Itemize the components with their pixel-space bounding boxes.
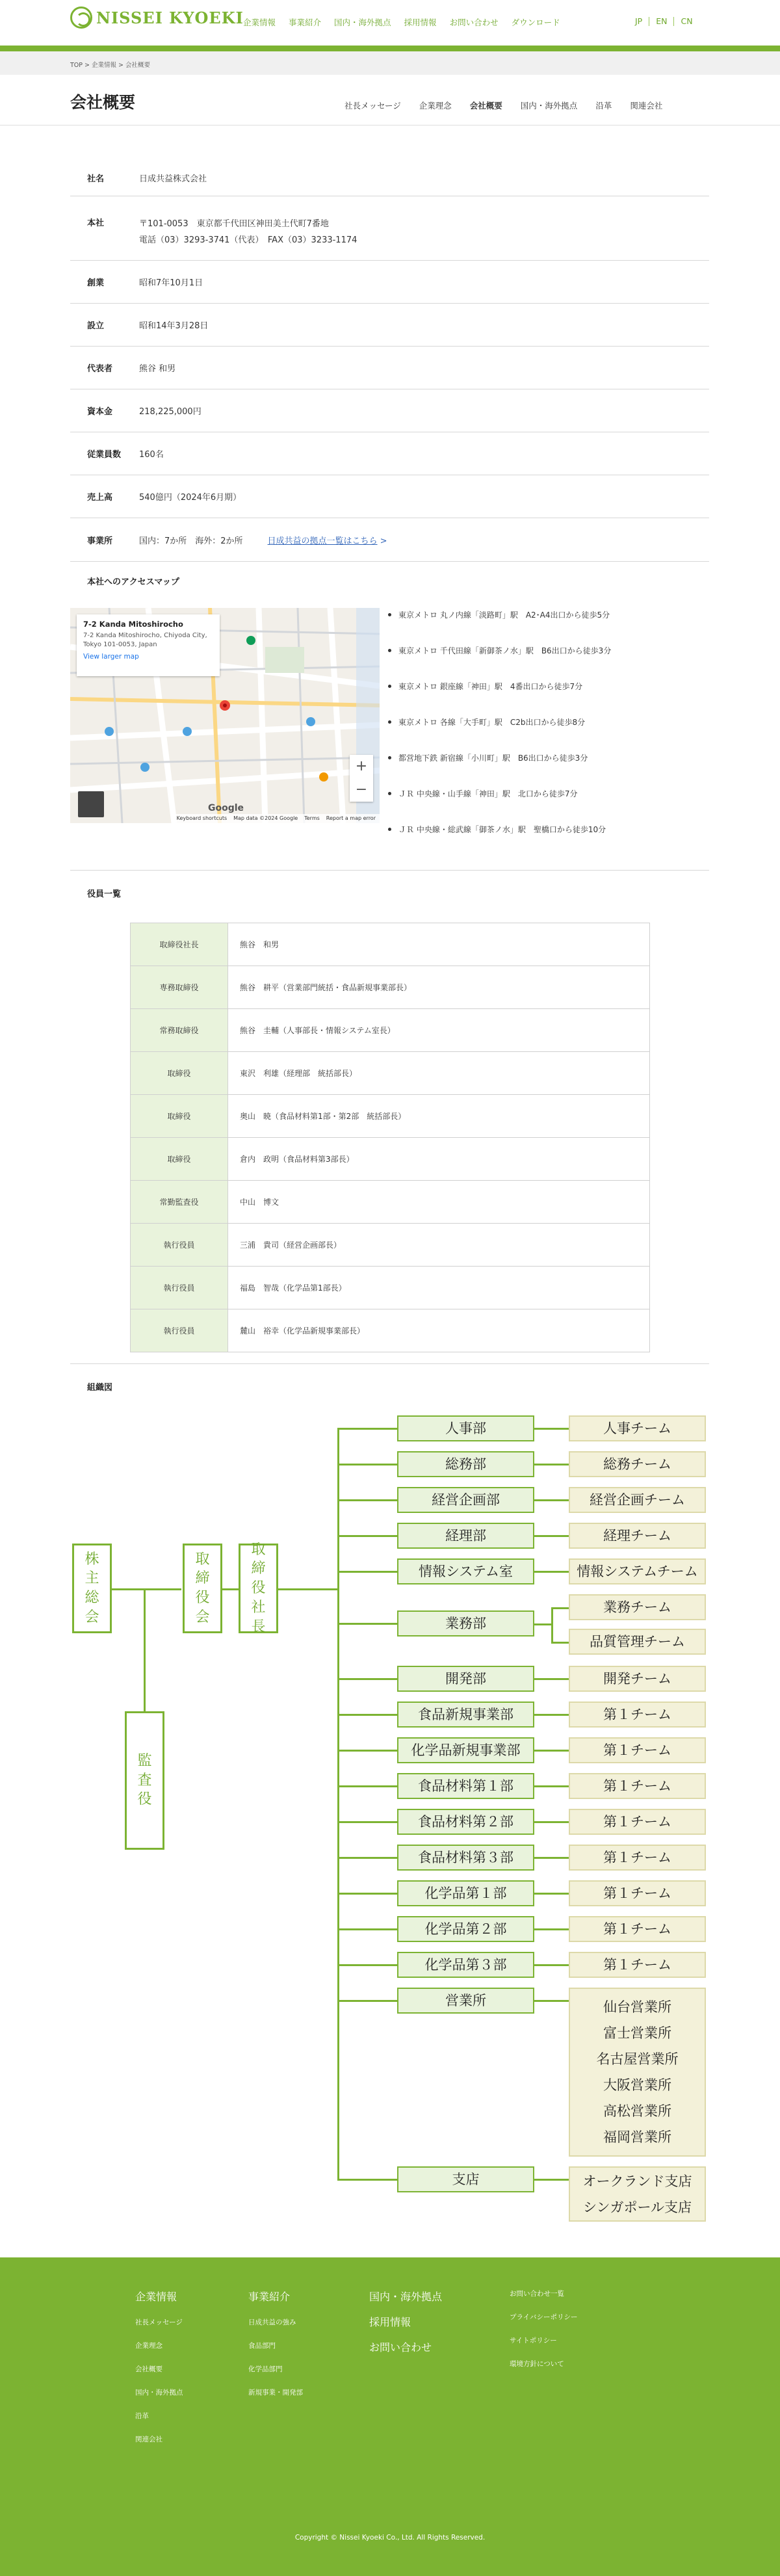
org-box-shareholders[interactable]: 株主総会 bbox=[72, 1544, 112, 1633]
org-connector bbox=[534, 2000, 569, 2002]
org-connector bbox=[534, 1428, 569, 1430]
exec-name: 東沢 利雄（経理部 統括部長） bbox=[228, 1052, 650, 1095]
footer-link[interactable]: 関連会社 bbox=[135, 2436, 162, 2443]
table-row bbox=[131, 923, 650, 966]
org-connector bbox=[534, 1678, 569, 1680]
divider bbox=[70, 870, 709, 871]
org-team[interactable]: 業務チーム bbox=[569, 1594, 706, 1620]
copyright: Copyright © Nissei Kyoeki Co., Ltd. All Rights Reserved. bbox=[294, 2534, 486, 2542]
sales-office: 大阪営業所 bbox=[603, 2077, 671, 2093]
org-department[interactable]: 食品材料第１部 bbox=[397, 1773, 534, 1799]
zoom-out-button[interactable]: − bbox=[355, 782, 368, 798]
exec-name: 倉内 政明（食品材料第3部長） bbox=[228, 1138, 650, 1181]
map-info-card bbox=[77, 614, 220, 676]
table-row bbox=[131, 1181, 650, 1224]
footer-link[interactable]: 社長メッセージ bbox=[135, 2319, 183, 2326]
table-row bbox=[70, 196, 709, 261]
table-row bbox=[70, 347, 709, 389]
row-label: 事業所 bbox=[87, 536, 113, 546]
footer-link[interactable]: お問い合わせ一覧 bbox=[510, 2290, 564, 2298]
map-report-link[interactable]: Report a map error bbox=[326, 815, 376, 821]
lang-cn[interactable]: CN bbox=[681, 16, 693, 26]
org-connector bbox=[337, 1535, 397, 1537]
org-connector bbox=[337, 2179, 397, 2181]
exec-position: 専務取締役 bbox=[131, 966, 228, 1009]
row-value: 218,225,000円 bbox=[139, 407, 202, 417]
org-department[interactable]: 総務部 bbox=[397, 1451, 534, 1477]
org-department[interactable]: 食品材料第３部 bbox=[397, 1845, 534, 1871]
org-team[interactable]: 開発チーム bbox=[569, 1666, 706, 1692]
list-item: 東京メトロ 各線「大手町」駅 C2b出口から徒歩8分 bbox=[387, 716, 712, 752]
exec-position: 執行役員 bbox=[131, 1309, 228, 1352]
table-row bbox=[131, 1224, 650, 1267]
org-team[interactable]: 品質管理チーム bbox=[569, 1629, 706, 1655]
row-label: 社名 bbox=[87, 174, 105, 184]
exec-position: 取締役 bbox=[131, 1095, 228, 1138]
footer-heading[interactable]: 採用情報 bbox=[369, 2316, 411, 2328]
org-department[interactable]: 化学品第２部 bbox=[397, 1916, 534, 1942]
subnav-affiliates[interactable]: 関連会社 bbox=[630, 101, 663, 111]
footer-link[interactable]: 沿革 bbox=[135, 2412, 149, 2420]
footer-link[interactable]: 食品部門 bbox=[248, 2342, 276, 2350]
org-connector bbox=[337, 1623, 397, 1625]
org-connector bbox=[534, 1821, 569, 1823]
row-label: 代表者 bbox=[87, 364, 113, 374]
row-label: 従業員数 bbox=[87, 450, 122, 460]
org-connector bbox=[337, 2000, 397, 2002]
footer-heading[interactable]: 事業紹介 bbox=[248, 2291, 291, 2303]
row-value: 昭和7年10月1日 bbox=[139, 278, 203, 288]
org-box-board[interactable]: 取締役会 bbox=[183, 1544, 222, 1633]
executives-heading: 役員一覧 bbox=[87, 889, 122, 899]
row-value: 160名 bbox=[139, 450, 164, 460]
exec-name: 麓山 裕幸（化学品新規事業部長） bbox=[228, 1309, 650, 1352]
org-connector bbox=[534, 2179, 569, 2181]
site-header bbox=[0, 0, 780, 46]
org-box-president[interactable]: 取締役社長 bbox=[239, 1544, 278, 1633]
breadcrumb-bar bbox=[0, 51, 780, 75]
zoom-in-button[interactable]: + bbox=[355, 758, 368, 774]
footer-col-misc bbox=[510, 2289, 577, 2382]
org-team[interactable]: 第１チーム bbox=[569, 1702, 706, 1728]
page-title: 会社概要 bbox=[70, 93, 136, 112]
executives-table bbox=[130, 923, 650, 1352]
map-terms-link[interactable]: Terms bbox=[304, 815, 320, 821]
branch: オークランド支店 bbox=[582, 2173, 692, 2189]
sales-office: 仙台営業所 bbox=[603, 1999, 671, 2015]
org-department[interactable]: 営業所 bbox=[397, 1988, 534, 2014]
org-connector bbox=[551, 1607, 553, 1643]
row-value: 昭和14年3月28日 bbox=[139, 321, 209, 331]
org-team[interactable]: 第１チーム bbox=[569, 1737, 706, 1763]
exec-name: 熊谷 圭輔（人事部長・情報システム室長） bbox=[228, 1009, 650, 1052]
sales-office: 名古屋営業所 bbox=[596, 2051, 679, 2067]
row-label: 創業 bbox=[87, 278, 105, 288]
org-department[interactable]: 業務部 bbox=[397, 1610, 534, 1636]
map-footer bbox=[173, 814, 380, 823]
org-connector bbox=[337, 1499, 397, 1501]
org-connector bbox=[337, 1964, 397, 1966]
org-connector bbox=[534, 1464, 569, 1465]
footer-link[interactable]: 環境方針について bbox=[510, 2360, 564, 2368]
table-row bbox=[131, 1052, 650, 1095]
org-team[interactable]: 第１チーム bbox=[569, 1809, 706, 1835]
exec-name: 福島 智哉（化学品第1部長） bbox=[228, 1267, 650, 1309]
org-connector bbox=[551, 1607, 569, 1609]
org-connector bbox=[337, 1893, 397, 1895]
org-connector bbox=[220, 1588, 239, 1590]
row-value bbox=[139, 216, 709, 248]
org-connector bbox=[337, 1464, 397, 1465]
org-connector bbox=[534, 1750, 569, 1752]
org-connector bbox=[337, 1678, 397, 1680]
row-label: 売上高 bbox=[87, 493, 113, 503]
nav-contact[interactable]: お問い合わせ bbox=[449, 18, 499, 27]
access-routes bbox=[387, 609, 712, 860]
footer-heading[interactable]: 国内・海外拠点 bbox=[369, 2291, 443, 2303]
org-department[interactable]: 食品新規事業部 bbox=[397, 1702, 534, 1728]
org-connector bbox=[337, 1821, 397, 1823]
map-data-credit: Map data ©2024 Google bbox=[233, 815, 298, 821]
nav-download[interactable]: ダウンロード bbox=[511, 18, 560, 27]
org-branches bbox=[569, 2166, 706, 2222]
table-row bbox=[70, 153, 709, 196]
org-department[interactable]: 開発部 bbox=[397, 1666, 534, 1692]
footer-link[interactable]: プライバシーポリシー bbox=[510, 2313, 578, 2321]
table-row bbox=[131, 1095, 650, 1138]
row-value: 540億円（2024年6月期） bbox=[139, 493, 242, 503]
org-team[interactable]: 第１チーム bbox=[569, 1952, 706, 1978]
org-connector bbox=[144, 1588, 146, 1712]
lang-divider bbox=[673, 17, 674, 26]
table-row bbox=[70, 304, 709, 347]
row-value bbox=[139, 534, 709, 546]
footer-link[interactable]: サイトポリシー bbox=[510, 2337, 557, 2345]
table-row bbox=[131, 966, 650, 1009]
footer-link[interactable]: 国内・海外拠点 bbox=[135, 2389, 183, 2397]
view-larger-map-link[interactable]: View larger map bbox=[83, 653, 139, 661]
org-connector bbox=[534, 1893, 569, 1895]
sales-office: 高松営業所 bbox=[603, 2103, 671, 2119]
exec-position: 執行役員 bbox=[131, 1224, 228, 1267]
exec-name: 三浦 貴司（経営企画部長） bbox=[228, 1224, 650, 1267]
org-department[interactable]: 支店 bbox=[397, 2166, 534, 2192]
subnav-history[interactable]: 沿革 bbox=[595, 101, 612, 111]
map-place-address: 7-2 Kanda Mitoshirocho, Chiyoda City, Tokyo 101-0053, Japan bbox=[83, 632, 207, 648]
divider bbox=[70, 1363, 709, 1364]
org-connector bbox=[534, 1928, 569, 1930]
map-keyboard-shortcuts[interactable]: Keyboard shortcuts bbox=[176, 815, 228, 821]
org-team[interactable]: 経理チーム bbox=[569, 1523, 706, 1549]
sales-office: 富士営業所 bbox=[603, 2025, 671, 2041]
list-item: ＪＲ 中央線・総武線「御茶ノ水」駅 聖橋口から徒歩10分 bbox=[387, 824, 712, 860]
breadcrumb[interactable]: TOP > 企業情報 > 会社概要 bbox=[70, 62, 151, 69]
org-connector bbox=[337, 1714, 397, 1716]
sales-office: 福岡営業所 bbox=[603, 2129, 671, 2145]
org-connector bbox=[278, 1588, 337, 1590]
site-footer bbox=[0, 2257, 780, 2576]
org-connector bbox=[337, 1571, 397, 1573]
org-chart-heading: 組織図 bbox=[87, 1383, 113, 1393]
org-connector bbox=[534, 1964, 569, 1966]
row-label: 設立 bbox=[87, 321, 105, 331]
footer-link[interactable]: 日成共益の強み bbox=[248, 2319, 296, 2326]
exec-position: 取締役 bbox=[131, 1052, 228, 1095]
org-connector bbox=[551, 1642, 569, 1644]
nav-locations[interactable]: 国内・海外拠点 bbox=[334, 18, 391, 27]
org-connector bbox=[534, 1535, 569, 1537]
footer-heading[interactable]: 企業情報 bbox=[135, 2291, 177, 2303]
org-team[interactable]: 第１チーム bbox=[569, 1880, 706, 1906]
org-connector bbox=[534, 1499, 569, 1501]
hq-address: 〒101-0053 東京都千代田区神田美土代町7番地 bbox=[139, 219, 329, 229]
org-connector bbox=[110, 1588, 181, 1590]
exec-name: 中山 博文 bbox=[228, 1181, 650, 1224]
global-nav bbox=[243, 16, 560, 28]
branch: シンガポール支店 bbox=[582, 2199, 692, 2215]
footer-col-company bbox=[135, 2289, 183, 2458]
org-department[interactable]: 経理部 bbox=[397, 1523, 534, 1549]
org-connector bbox=[534, 1714, 569, 1716]
table-row bbox=[70, 261, 709, 304]
table-row bbox=[70, 518, 709, 562]
nav-business[interactable]: 事業紹介 bbox=[289, 18, 322, 27]
table-row bbox=[131, 1009, 650, 1052]
org-department[interactable]: 化学品第３部 bbox=[397, 1952, 534, 1978]
org-connector bbox=[337, 1428, 397, 1430]
link-arrow-icon: > bbox=[380, 536, 387, 546]
list-item: 東京メトロ 丸ノ内線「淡路町」駅 A2･A4出口から徒歩5分 bbox=[387, 609, 712, 645]
org-team[interactable]: 第１チーム bbox=[569, 1916, 706, 1942]
org-connector bbox=[534, 1857, 569, 1859]
table-row bbox=[70, 432, 709, 475]
org-connector bbox=[534, 1623, 552, 1625]
logo-mark-icon bbox=[70, 7, 92, 29]
company-overview-table bbox=[70, 153, 709, 562]
exec-name: 熊谷 和男 bbox=[228, 923, 650, 966]
logo-text: NISSEI KYOEKI bbox=[96, 8, 244, 27]
org-box-auditor[interactable]: 監査役 bbox=[125, 1711, 164, 1850]
org-department[interactable]: 化学品新規事業部 bbox=[397, 1737, 534, 1763]
header-accent-bar bbox=[0, 46, 780, 51]
org-department[interactable]: 食品材料第２部 bbox=[397, 1809, 534, 1835]
org-connector bbox=[534, 1785, 569, 1787]
hq-phone: 電話（03）3293-3741（代表） FAX（03）3233-1174 bbox=[139, 235, 358, 245]
org-sales-offices bbox=[569, 1988, 706, 2157]
org-connector bbox=[337, 1750, 397, 1752]
subnav-philosophy[interactable]: 企業理念 bbox=[419, 101, 452, 111]
footer-link[interactable]: 化学品部門 bbox=[248, 2365, 283, 2373]
list-item: 東京メトロ 千代田線「新御茶ノ水」駅 B6出口から徒歩3分 bbox=[387, 645, 712, 681]
footer-heading[interactable]: お問い合わせ bbox=[369, 2341, 432, 2354]
nav-recruit[interactable]: 採用情報 bbox=[404, 18, 437, 27]
org-team[interactable]: 経営企画チーム bbox=[569, 1487, 706, 1513]
org-connector bbox=[337, 1785, 397, 1787]
nav-company[interactable]: 企業情報 bbox=[243, 18, 276, 27]
row-label: 本社 bbox=[87, 218, 105, 228]
footer-col-business bbox=[248, 2289, 303, 2411]
map-place-name: 7-2 Kanda Mitoshirocho bbox=[83, 620, 183, 629]
org-connector bbox=[534, 1571, 569, 1573]
footer-col-main bbox=[369, 2289, 442, 2365]
org-department[interactable]: 化学品第１部 bbox=[397, 1880, 534, 1906]
exec-position: 常勤監査役 bbox=[131, 1181, 228, 1224]
org-team[interactable]: 情報システムチーム bbox=[569, 1558, 706, 1584]
exec-position: 取締役社長 bbox=[131, 923, 228, 966]
row-value: 日成共益株式会社 bbox=[139, 174, 207, 184]
org-team[interactable]: 人事チーム bbox=[569, 1415, 706, 1441]
exec-position: 常務取締役 bbox=[131, 1009, 228, 1052]
org-team[interactable]: 第１チーム bbox=[569, 1845, 706, 1871]
language-switcher bbox=[635, 16, 693, 26]
footer-link[interactable]: 新規事業・開発部 bbox=[248, 2389, 303, 2397]
table-row bbox=[131, 1267, 650, 1309]
list-item: 都営地下鉄 新宿線「小川町」駅 B6出口から徒歩3分 bbox=[387, 752, 712, 788]
lang-jp[interactable]: JP bbox=[635, 16, 643, 26]
org-connector bbox=[337, 1928, 397, 1930]
sub-nav bbox=[344, 99, 662, 111]
street-view-icon[interactable] bbox=[78, 791, 104, 817]
table-row bbox=[70, 389, 709, 432]
row-value: 熊谷 和男 bbox=[139, 364, 176, 374]
exec-name: 奥山 暁（食品材料第1部・第2部 統括部長） bbox=[228, 1095, 650, 1138]
table-row bbox=[70, 475, 709, 518]
org-department[interactable]: 経営企画部 bbox=[397, 1487, 534, 1513]
access-map-heading: 本社へのアクセスマップ bbox=[87, 577, 179, 587]
offices-count: 国内：7か所 海外：2か所 bbox=[139, 536, 243, 546]
org-team[interactable]: 総務チーム bbox=[569, 1451, 706, 1477]
logo[interactable] bbox=[70, 7, 244, 29]
list-item: 東京メトロ 銀座線「神田」駅 4番出口から徒歩7分 bbox=[387, 681, 712, 716]
org-department[interactable]: 人事部 bbox=[397, 1415, 534, 1441]
google-logo: Google bbox=[208, 803, 244, 813]
exec-name: 熊谷 耕平（営業部門統括・食品新規事業部長） bbox=[228, 966, 650, 1009]
subnav-message[interactable]: 社長メッセージ bbox=[344, 101, 401, 111]
org-department[interactable]: 情報システム室 bbox=[397, 1558, 534, 1584]
google-map[interactable] bbox=[70, 608, 380, 823]
offices-list-link[interactable]: 日成共益の拠点一覧はこちら bbox=[267, 536, 378, 546]
footer-link[interactable]: 会社概要 bbox=[135, 2365, 162, 2373]
org-team[interactable]: 第１チーム bbox=[569, 1773, 706, 1799]
footer-link[interactable]: 企業理念 bbox=[135, 2342, 162, 2350]
subnav-locations[interactable]: 国内・海外拠点 bbox=[520, 101, 578, 111]
subnav-overview[interactable]: 会社概要 bbox=[469, 101, 502, 111]
org-connector bbox=[337, 1428, 339, 2179]
list-item: ＪＲ 中央線・山手線「神田」駅 北口から徒歩7分 bbox=[387, 788, 712, 824]
map-zoom-controls bbox=[350, 755, 373, 802]
exec-position: 執行役員 bbox=[131, 1267, 228, 1309]
org-connector bbox=[337, 1857, 397, 1859]
lang-en[interactable]: EN bbox=[656, 16, 668, 26]
row-label: 資本金 bbox=[87, 407, 113, 417]
exec-position: 取締役 bbox=[131, 1138, 228, 1181]
table-row bbox=[131, 1138, 650, 1181]
table-row bbox=[131, 1309, 650, 1352]
